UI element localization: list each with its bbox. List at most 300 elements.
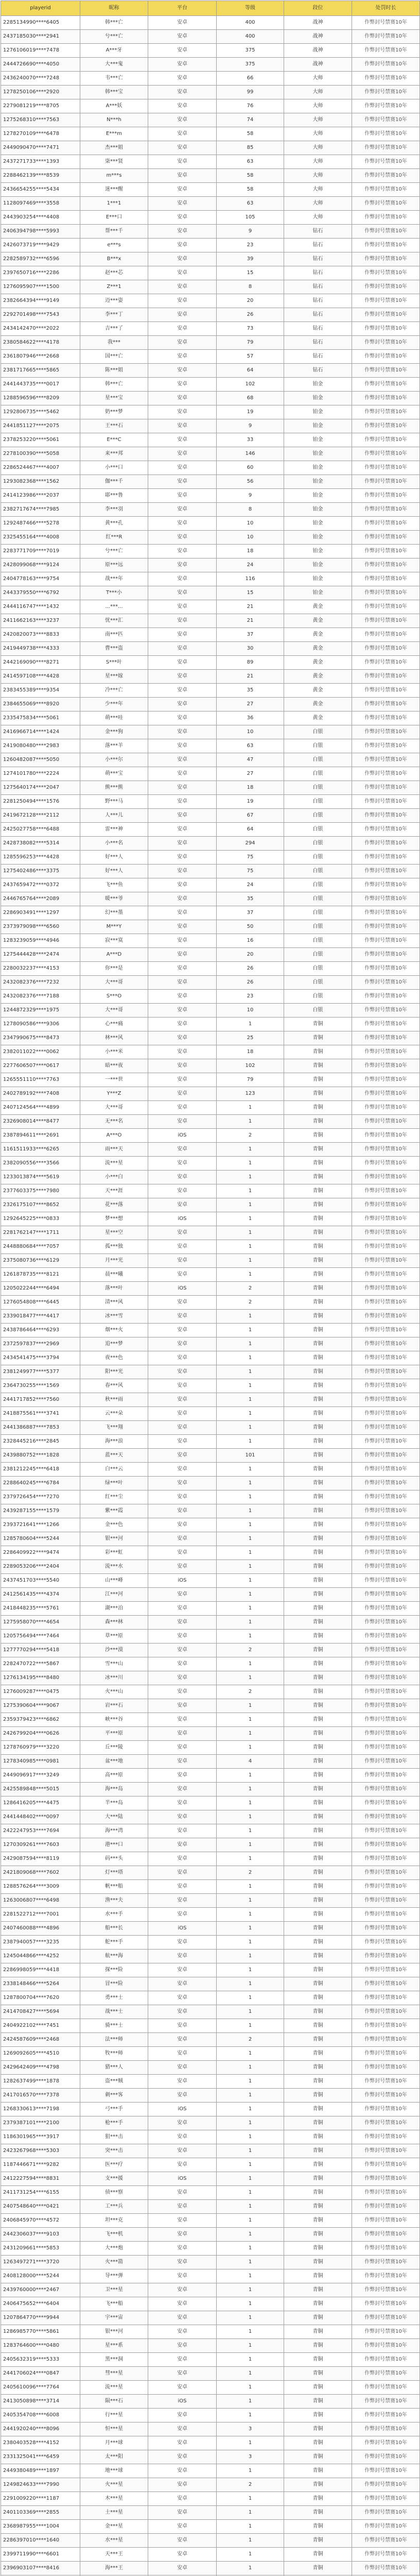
level-cell: 1 bbox=[217, 1950, 284, 1963]
level-cell: 1 bbox=[217, 1198, 284, 1212]
player-id-cell: 2425589848****5015 bbox=[1, 1783, 80, 1797]
rank-cell: 黄金 bbox=[284, 628, 352, 642]
player-id-cell: 2417016570****7378 bbox=[1, 2089, 80, 2103]
player-id-cell: 2288640245****6784 bbox=[1, 1477, 80, 1490]
nickname-cell: 寂***寞 bbox=[80, 934, 148, 948]
nickname-cell: 烟***火 bbox=[80, 1324, 148, 1337]
nickname-cell: 陨***石 bbox=[80, 2395, 148, 2409]
player-id-cell: 1276106019****7478 bbox=[1, 44, 80, 58]
nickname-cell: 大***鬼 bbox=[80, 58, 148, 72]
table-row bbox=[1, 2019, 420, 2033]
penalty-cell: 作弊封号禁赛10年 bbox=[352, 1963, 420, 1977]
player-id-cell: 2444726690****4050 bbox=[1, 58, 80, 72]
player-id-cell: 2387894611****2691 bbox=[1, 1129, 80, 1143]
penalty-cell: 作弊封号禁赛10年 bbox=[352, 225, 420, 239]
rank-cell: 白银 bbox=[284, 823, 352, 837]
rank-cell: 青铜 bbox=[284, 1296, 352, 1310]
nickname-cell: 雨***天 bbox=[80, 1143, 148, 1157]
penalty-cell: 作弊封号禁赛10年 bbox=[352, 1866, 420, 1880]
level-cell: 27 bbox=[217, 767, 284, 781]
penalty-cell: 作弊封号禁赛10年 bbox=[352, 1991, 420, 2005]
rank-cell: 白银 bbox=[284, 865, 352, 878]
penalty-cell: 作弊封号禁赛10年 bbox=[352, 308, 420, 322]
table-row bbox=[1, 2103, 420, 2116]
table-row bbox=[1, 906, 420, 920]
player-id-cell: 2428738082****5314 bbox=[1, 837, 80, 851]
rank-cell: 青铜 bbox=[284, 1852, 352, 1866]
level-cell: 67 bbox=[217, 809, 284, 823]
player-id-cell: 2441851127****2075 bbox=[1, 419, 80, 433]
table-row bbox=[1, 1810, 420, 1824]
table-row bbox=[1, 1574, 420, 1588]
penalty-cell: 作弊封号禁赛10年 bbox=[352, 1755, 420, 1769]
platform-cell: 安卓 bbox=[148, 183, 217, 197]
penalty-cell: 作弊封号禁赛10年 bbox=[352, 2562, 420, 2575]
rank-cell: 青铜 bbox=[284, 1421, 352, 1435]
rank-cell: 白银 bbox=[284, 906, 352, 920]
penalty-cell: 作弊封号禁赛10年 bbox=[352, 1518, 420, 1532]
player-id-cell: 2425027758****6488 bbox=[1, 823, 80, 837]
table-row bbox=[1, 2269, 420, 2283]
rank-cell: 青铜 bbox=[284, 1504, 352, 1518]
penalty-cell: 作弊封号禁赛10年 bbox=[352, 906, 420, 920]
table-row bbox=[1, 1351, 420, 1365]
rank-cell: 青铜 bbox=[284, 1435, 352, 1449]
player-id-cell: 2347990675****8473 bbox=[1, 1031, 80, 1045]
level-cell: 2 bbox=[217, 1129, 284, 1143]
rank-cell: 青铜 bbox=[284, 2409, 352, 2422]
player-id-cell: 2443903254****4408 bbox=[1, 211, 80, 225]
player-id-cell: 1275444428****2474 bbox=[1, 948, 80, 962]
penalty-cell: 作弊封号禁赛10年 bbox=[352, 795, 420, 809]
penalty-cell: 作弊封号禁赛10年 bbox=[352, 990, 420, 1004]
nickname-cell: 盗***贼 bbox=[80, 2075, 148, 2089]
nickname-cell: 太***阳 bbox=[80, 2450, 148, 2464]
level-cell: 1 bbox=[217, 1977, 284, 1991]
platform-cell: 安卓 bbox=[148, 1365, 217, 1379]
nickname-cell: 丘***陵 bbox=[80, 1741, 148, 1755]
nickname-cell: 云***朵 bbox=[80, 1407, 148, 1421]
platform-cell: 安卓 bbox=[148, 656, 217, 670]
platform-cell: iOS bbox=[148, 2172, 217, 2186]
platform-cell: 安卓 bbox=[148, 878, 217, 892]
penalty-cell: 作弊封号禁赛10年 bbox=[352, 1073, 420, 1087]
level-cell: 1 bbox=[217, 1240, 284, 1254]
level-cell: 1 bbox=[217, 2534, 284, 2548]
level-cell: 57 bbox=[217, 350, 284, 364]
rank-cell: 青铜 bbox=[284, 2158, 352, 2172]
penalty-cell: 作弊封号禁赛10年 bbox=[352, 1908, 420, 1922]
nickname-cell: 南***匹 bbox=[80, 628, 148, 642]
nickname-cell: 猎***人 bbox=[80, 2061, 148, 2075]
level-cell: 1 bbox=[217, 2269, 284, 2283]
level-cell: 99 bbox=[217, 86, 284, 99]
nickname-cell: 卫***星 bbox=[80, 2283, 148, 2297]
level-cell: 1 bbox=[217, 2019, 284, 2033]
nickname-cell: 黄***孔 bbox=[80, 517, 148, 531]
table-row bbox=[1, 1240, 420, 1254]
platform-cell: 安卓 bbox=[148, 2242, 217, 2256]
rank-cell: 青铜 bbox=[284, 1393, 352, 1407]
table-row bbox=[1, 1379, 420, 1393]
platform-cell: 安卓 bbox=[148, 1824, 217, 1838]
rank-cell: 大师 bbox=[284, 211, 352, 225]
nickname-cell: 水***手 bbox=[80, 1908, 148, 1922]
penalty-cell: 作弊封号禁赛10年 bbox=[352, 16, 420, 30]
nickname-cell: 枪***手 bbox=[80, 2116, 148, 2130]
penalty-cell: 作弊封号禁赛10年 bbox=[352, 197, 420, 211]
nickname-cell: 萌***宝 bbox=[80, 767, 148, 781]
table-row bbox=[1, 1616, 420, 1630]
player-id-cell: 2373979098****6560 bbox=[1, 920, 80, 934]
table-row bbox=[1, 1588, 420, 1602]
player-id-cell: 2285134990****6405 bbox=[1, 16, 80, 30]
player-id-cell: 1161511933****6265 bbox=[1, 1143, 80, 1157]
nickname-cell: 飞***船 bbox=[80, 2297, 148, 2311]
table-row bbox=[1, 183, 420, 197]
table-row bbox=[1, 2395, 420, 2409]
platform-cell: 安卓 bbox=[148, 2311, 217, 2325]
table-row bbox=[1, 1977, 420, 1991]
rank-cell: 青铜 bbox=[284, 2256, 352, 2269]
rank-cell: 铂金 bbox=[284, 531, 352, 545]
player-id-cell: 2397650716****2286 bbox=[1, 266, 80, 280]
table-row bbox=[1, 1087, 420, 1101]
player-id-cell: 1276095907****1500 bbox=[1, 280, 80, 294]
nickname-cell: 梦***想 bbox=[80, 1212, 148, 1226]
rank-cell: 青铜 bbox=[284, 1783, 352, 1797]
player-id-cell: 1292487466****5278 bbox=[1, 517, 80, 531]
penalty-cell: 作弊封号禁赛10年 bbox=[352, 2283, 420, 2297]
player-id-cell: 2368987955****1004 bbox=[1, 2520, 80, 2534]
rank-cell: 铂金 bbox=[284, 447, 352, 461]
rank-cell: 青铜 bbox=[284, 1365, 352, 1379]
nickname-cell: E***m bbox=[80, 127, 148, 141]
table-row bbox=[1, 2409, 420, 2422]
platform-cell: 安卓 bbox=[148, 2381, 217, 2395]
column-header-playerid: playerid bbox=[1, 1, 80, 16]
platform-cell: 安卓 bbox=[148, 558, 217, 572]
level-cell: 18 bbox=[217, 1045, 284, 1059]
level-cell: 1 bbox=[217, 2325, 284, 2339]
level-cell: 79 bbox=[217, 336, 284, 350]
nickname-cell: 大***哥 bbox=[80, 976, 148, 990]
platform-cell: 安卓 bbox=[148, 2158, 217, 2172]
rank-cell: 黄金 bbox=[284, 670, 352, 684]
player-id-cell: 2405632319****5333 bbox=[1, 2353, 80, 2367]
platform-cell: 安卓 bbox=[148, 1337, 217, 1351]
platform-cell: 安卓 bbox=[148, 1894, 217, 1908]
table-row bbox=[1, 2061, 420, 2075]
rank-cell: 钻石 bbox=[284, 322, 352, 336]
rank-cell: 青铜 bbox=[284, 1616, 352, 1630]
table-row bbox=[1, 781, 420, 795]
rank-cell: 青铜 bbox=[284, 2506, 352, 2520]
player-id-cell: 2432082376****7188 bbox=[1, 990, 80, 1004]
table-row bbox=[1, 767, 420, 781]
penalty-cell: 作弊封号禁赛10年 bbox=[352, 419, 420, 433]
platform-cell: 安卓 bbox=[148, 1532, 217, 1546]
level-cell: 63 bbox=[217, 155, 284, 169]
platform-cell: 安卓 bbox=[148, 141, 217, 155]
player-id-cell: 2439760000****2467 bbox=[1, 2283, 80, 2297]
nickname-cell: Z***1 bbox=[80, 280, 148, 294]
level-cell: 24 bbox=[217, 878, 284, 892]
nickname-cell: 迈***姿 bbox=[80, 294, 148, 308]
penalty-cell: 作弊封号禁赛10年 bbox=[352, 1713, 420, 1727]
nickname-cell: 黑***洞 bbox=[80, 2353, 148, 2367]
nickname-cell: 土***星 bbox=[80, 2506, 148, 2520]
rank-cell: 钻石 bbox=[284, 308, 352, 322]
rank-cell: 青铜 bbox=[284, 1198, 352, 1212]
player-id-cell: 2414123986****2037 bbox=[1, 489, 80, 503]
penalty-cell: 作弊封号禁赛10年 bbox=[352, 86, 420, 99]
player-id-cell: 2292701498****7543 bbox=[1, 308, 80, 322]
level-cell: 1 bbox=[217, 1880, 284, 1894]
table-row bbox=[1, 1254, 420, 1268]
rank-cell: 青铜 bbox=[284, 1059, 352, 1073]
nickname-cell: 迷***醒 bbox=[80, 183, 148, 197]
nickname-cell: 彗***星 bbox=[80, 2367, 148, 2381]
player-id-cell: 1187446671****9282 bbox=[1, 2158, 80, 2172]
player-id-cell: 2419449738****4333 bbox=[1, 642, 80, 656]
player-id-cell: 2441706024****0847 bbox=[1, 2367, 80, 2381]
level-cell: 1 bbox=[217, 1588, 284, 1602]
level-cell: 1 bbox=[217, 1365, 284, 1379]
player-id-cell: 1276054808****6445 bbox=[1, 1296, 80, 1310]
level-cell: 3 bbox=[217, 2422, 284, 2436]
table-row bbox=[1, 1504, 420, 1518]
rank-cell: 青铜 bbox=[284, 2492, 352, 2506]
platform-cell: 安卓 bbox=[148, 1560, 217, 1574]
nickname-cell: 冰***川 bbox=[80, 1671, 148, 1685]
penalty-cell: 作弊封号禁赛10年 bbox=[352, 1504, 420, 1518]
player-id-cell: 2426073719****9429 bbox=[1, 239, 80, 252]
nickname-cell: 林***风 bbox=[80, 1031, 148, 1045]
player-id-cell: 2419080480****2983 bbox=[1, 739, 80, 753]
nickname-cell: 行***星 bbox=[80, 2409, 148, 2422]
level-cell: 1 bbox=[217, 2520, 284, 2534]
level-cell: 58 bbox=[217, 183, 284, 197]
rank-cell: 青铜 bbox=[284, 1143, 352, 1157]
penalty-cell: 作弊封号禁赛10年 bbox=[352, 1212, 420, 1226]
rank-cell: 黄金 bbox=[284, 600, 352, 614]
platform-cell: iOS bbox=[148, 1129, 217, 1143]
table-row bbox=[1, 1894, 420, 1908]
rank-cell: 青铜 bbox=[284, 1379, 352, 1393]
penalty-cell: 作弊封号禁赛10年 bbox=[352, 1351, 420, 1365]
nickname-cell: 忧***汇 bbox=[80, 614, 148, 628]
level-cell: 4 bbox=[217, 1755, 284, 1769]
nickname-cell: 船***长 bbox=[80, 1922, 148, 1936]
platform-cell: 安卓 bbox=[148, 684, 217, 698]
penalty-cell: 作弊封号禁赛10年 bbox=[352, 252, 420, 266]
player-id-cell: 2381249977****5377 bbox=[1, 1365, 80, 1379]
platform-cell: 安卓 bbox=[148, 405, 217, 419]
nickname-cell: 赵***芯 bbox=[80, 266, 148, 280]
nickname-cell: 星***宝 bbox=[80, 392, 148, 405]
penalty-cell: 作弊封号禁赛10年 bbox=[352, 572, 420, 586]
level-cell: 1 bbox=[217, 2492, 284, 2506]
table-row bbox=[1, 2464, 420, 2478]
rank-cell: 青铜 bbox=[284, 1282, 352, 1296]
table-row bbox=[1, 419, 420, 433]
level-cell: 1 bbox=[217, 1143, 284, 1157]
nickname-cell: 人***儿 bbox=[80, 809, 148, 823]
level-cell: 1 bbox=[217, 1504, 284, 1518]
rank-cell: 白银 bbox=[284, 1004, 352, 1018]
table-row bbox=[1, 1115, 420, 1129]
player-id-cell: 2437271733****1393 bbox=[1, 155, 80, 169]
player-id-cell: 2443379550****6792 bbox=[1, 586, 80, 600]
table-row bbox=[1, 934, 420, 948]
rank-cell: 铂金 bbox=[284, 558, 352, 572]
nickname-cell: 月***光 bbox=[80, 1254, 148, 1268]
player-id-cell: 2422247953****7694 bbox=[1, 1824, 80, 1838]
penalty-cell: 作弊封号禁赛10年 bbox=[352, 753, 420, 767]
penalty-cell: 作弊封号禁赛10年 bbox=[352, 1059, 420, 1073]
nickname-cell: 兮***亡 bbox=[80, 30, 148, 44]
penalty-cell: 作弊封号禁赛10年 bbox=[352, 1129, 420, 1143]
nickname-cell: 星***空 bbox=[80, 1226, 148, 1240]
penalty-cell: 作弊封号禁赛10年 bbox=[352, 1616, 420, 1630]
player-id-cell: 2286409922****9474 bbox=[1, 1546, 80, 1560]
level-cell: 1 bbox=[217, 1393, 284, 1407]
platform-cell: 安卓 bbox=[148, 837, 217, 851]
level-cell: 1 bbox=[217, 1657, 284, 1671]
penalty-cell: 作弊封号禁赛10年 bbox=[352, 2436, 420, 2450]
table-row bbox=[1, 2283, 420, 2297]
level-cell: 1 bbox=[217, 2005, 284, 2019]
table-row bbox=[1, 1226, 420, 1240]
penalty-cell: 作弊封号禁赛10年 bbox=[352, 600, 420, 614]
player-id-cell: 2437659472****0372 bbox=[1, 878, 80, 892]
rank-cell: 青铜 bbox=[284, 2548, 352, 2562]
nickname-cell: 星***系 bbox=[80, 2339, 148, 2353]
level-cell: 73 bbox=[217, 322, 284, 336]
nickname-cell: 航***海 bbox=[80, 1950, 148, 1963]
nickname-cell: 恒***星 bbox=[80, 2422, 148, 2436]
player-id-cell: 2438786464****6293 bbox=[1, 1324, 80, 1337]
table-row bbox=[1, 1532, 420, 1546]
penalty-cell: 作弊封号禁赛10年 bbox=[352, 169, 420, 183]
penalty-cell: 作弊封号禁赛10年 bbox=[352, 2089, 420, 2103]
table-row bbox=[1, 2297, 420, 2311]
player-id-cell: 2437451703****5540 bbox=[1, 1574, 80, 1588]
level-cell: 1 bbox=[217, 1699, 284, 1713]
nickname-cell: 灯***塔 bbox=[80, 1866, 148, 1880]
player-id-cell: 2335475834****5061 bbox=[1, 711, 80, 725]
nickname-cell: 半***岛 bbox=[80, 1797, 148, 1810]
level-cell: 2 bbox=[217, 1282, 284, 1296]
penalty-cell: 作弊封号禁赛10年 bbox=[352, 336, 420, 350]
level-cell: 1 bbox=[217, 1922, 284, 1936]
table-row bbox=[1, 1991, 420, 2005]
nickname-cell: 沙***漠 bbox=[80, 1643, 148, 1657]
table-row bbox=[1, 976, 420, 990]
level-cell: 1 bbox=[217, 1407, 284, 1421]
table-row bbox=[1, 1783, 420, 1797]
table-row bbox=[1, 252, 420, 266]
platform-cell: iOS bbox=[148, 2103, 217, 2116]
level-cell: 1 bbox=[217, 2089, 284, 2103]
platform-cell: 安卓 bbox=[148, 2450, 217, 2464]
nickname-cell: 蓝***天 bbox=[80, 1449, 148, 1463]
platform-cell: 安卓 bbox=[148, 2214, 217, 2228]
penalty-cell: 作弊封号禁赛10年 bbox=[352, 2478, 420, 2492]
level-cell: 15 bbox=[217, 586, 284, 600]
table-row bbox=[1, 86, 420, 99]
level-cell: 76 bbox=[217, 99, 284, 113]
rank-cell: 青铜 bbox=[284, 1838, 352, 1852]
platform-cell: 安卓 bbox=[148, 2228, 217, 2242]
rank-cell: 大师 bbox=[284, 197, 352, 211]
nickname-cell: 好***人 bbox=[80, 865, 148, 878]
table-row bbox=[1, 2005, 420, 2019]
rank-cell: 铂金 bbox=[284, 586, 352, 600]
rank-cell: 青铜 bbox=[284, 1101, 352, 1115]
penalty-cell: 作弊封号禁赛10年 bbox=[352, 127, 420, 141]
rank-cell: 战神 bbox=[284, 16, 352, 30]
nickname-cell: 吉***了 bbox=[80, 322, 148, 336]
platform-cell: 安卓 bbox=[148, 2562, 217, 2575]
penalty-cell: 作弊封号禁赛10年 bbox=[352, 2103, 420, 2116]
nickname-cell: 海***岛 bbox=[80, 1783, 148, 1797]
nickname-cell: 落***羊 bbox=[80, 739, 148, 753]
penalty-cell: 作弊封号禁赛10年 bbox=[352, 670, 420, 684]
nickname-cell: e***s bbox=[80, 239, 148, 252]
platform-cell: 安卓 bbox=[148, 322, 217, 336]
player-id-cell: 1245044866****4252 bbox=[1, 1950, 80, 1963]
player-id-cell: 2393721641****1266 bbox=[1, 1518, 80, 1532]
nickname-cell: 小***米 bbox=[80, 1045, 148, 1059]
nickname-cell: S***叶 bbox=[80, 656, 148, 670]
player-id-cell: 1128097469****3558 bbox=[1, 197, 80, 211]
nickname-cell: 冒***险 bbox=[80, 1977, 148, 1991]
player-id-cell: 2286998059****4418 bbox=[1, 1963, 80, 1977]
column-header-level: 等级 bbox=[217, 1, 284, 16]
table-row bbox=[1, 378, 420, 392]
player-id-cell: 2428099068****9124 bbox=[1, 558, 80, 572]
rank-cell: 黄金 bbox=[284, 614, 352, 628]
level-cell: 9 bbox=[217, 419, 284, 433]
level-cell: 1 bbox=[217, 2548, 284, 2562]
player-id-cell: 1261878735****8121 bbox=[1, 1268, 80, 1282]
table-row bbox=[1, 99, 420, 113]
table-row bbox=[1, 2228, 420, 2242]
platform-cell: 安卓 bbox=[148, 1866, 217, 1880]
nickname-cell: 流***星 bbox=[80, 1157, 148, 1171]
platform-cell: 安卓 bbox=[148, 1810, 217, 1824]
nickname-cell: 码***头 bbox=[80, 1852, 148, 1866]
level-cell: 30 bbox=[217, 642, 284, 656]
table-row bbox=[1, 2422, 420, 2436]
rank-cell: 青铜 bbox=[284, 2075, 352, 2089]
player-id-cell: 2411662163****3237 bbox=[1, 614, 80, 628]
penalty-cell: 作弊封号禁赛10年 bbox=[352, 475, 420, 489]
player-id-cell: 2383455389****9354 bbox=[1, 684, 80, 698]
penalty-cell: 作弊封号禁赛10年 bbox=[352, 1435, 420, 1449]
rank-cell: 青铜 bbox=[284, 1310, 352, 1324]
level-cell: 60 bbox=[217, 461, 284, 475]
platform-cell: iOS bbox=[148, 1212, 217, 1226]
rank-cell: 白银 bbox=[284, 767, 352, 781]
table-row bbox=[1, 1824, 420, 1838]
penalty-cell: 作弊封号禁赛10年 bbox=[352, 2520, 420, 2534]
nickname-cell: 小***尔 bbox=[80, 753, 148, 767]
platform-cell: iOS bbox=[148, 1282, 217, 1296]
rank-cell: 钻石 bbox=[284, 364, 352, 378]
